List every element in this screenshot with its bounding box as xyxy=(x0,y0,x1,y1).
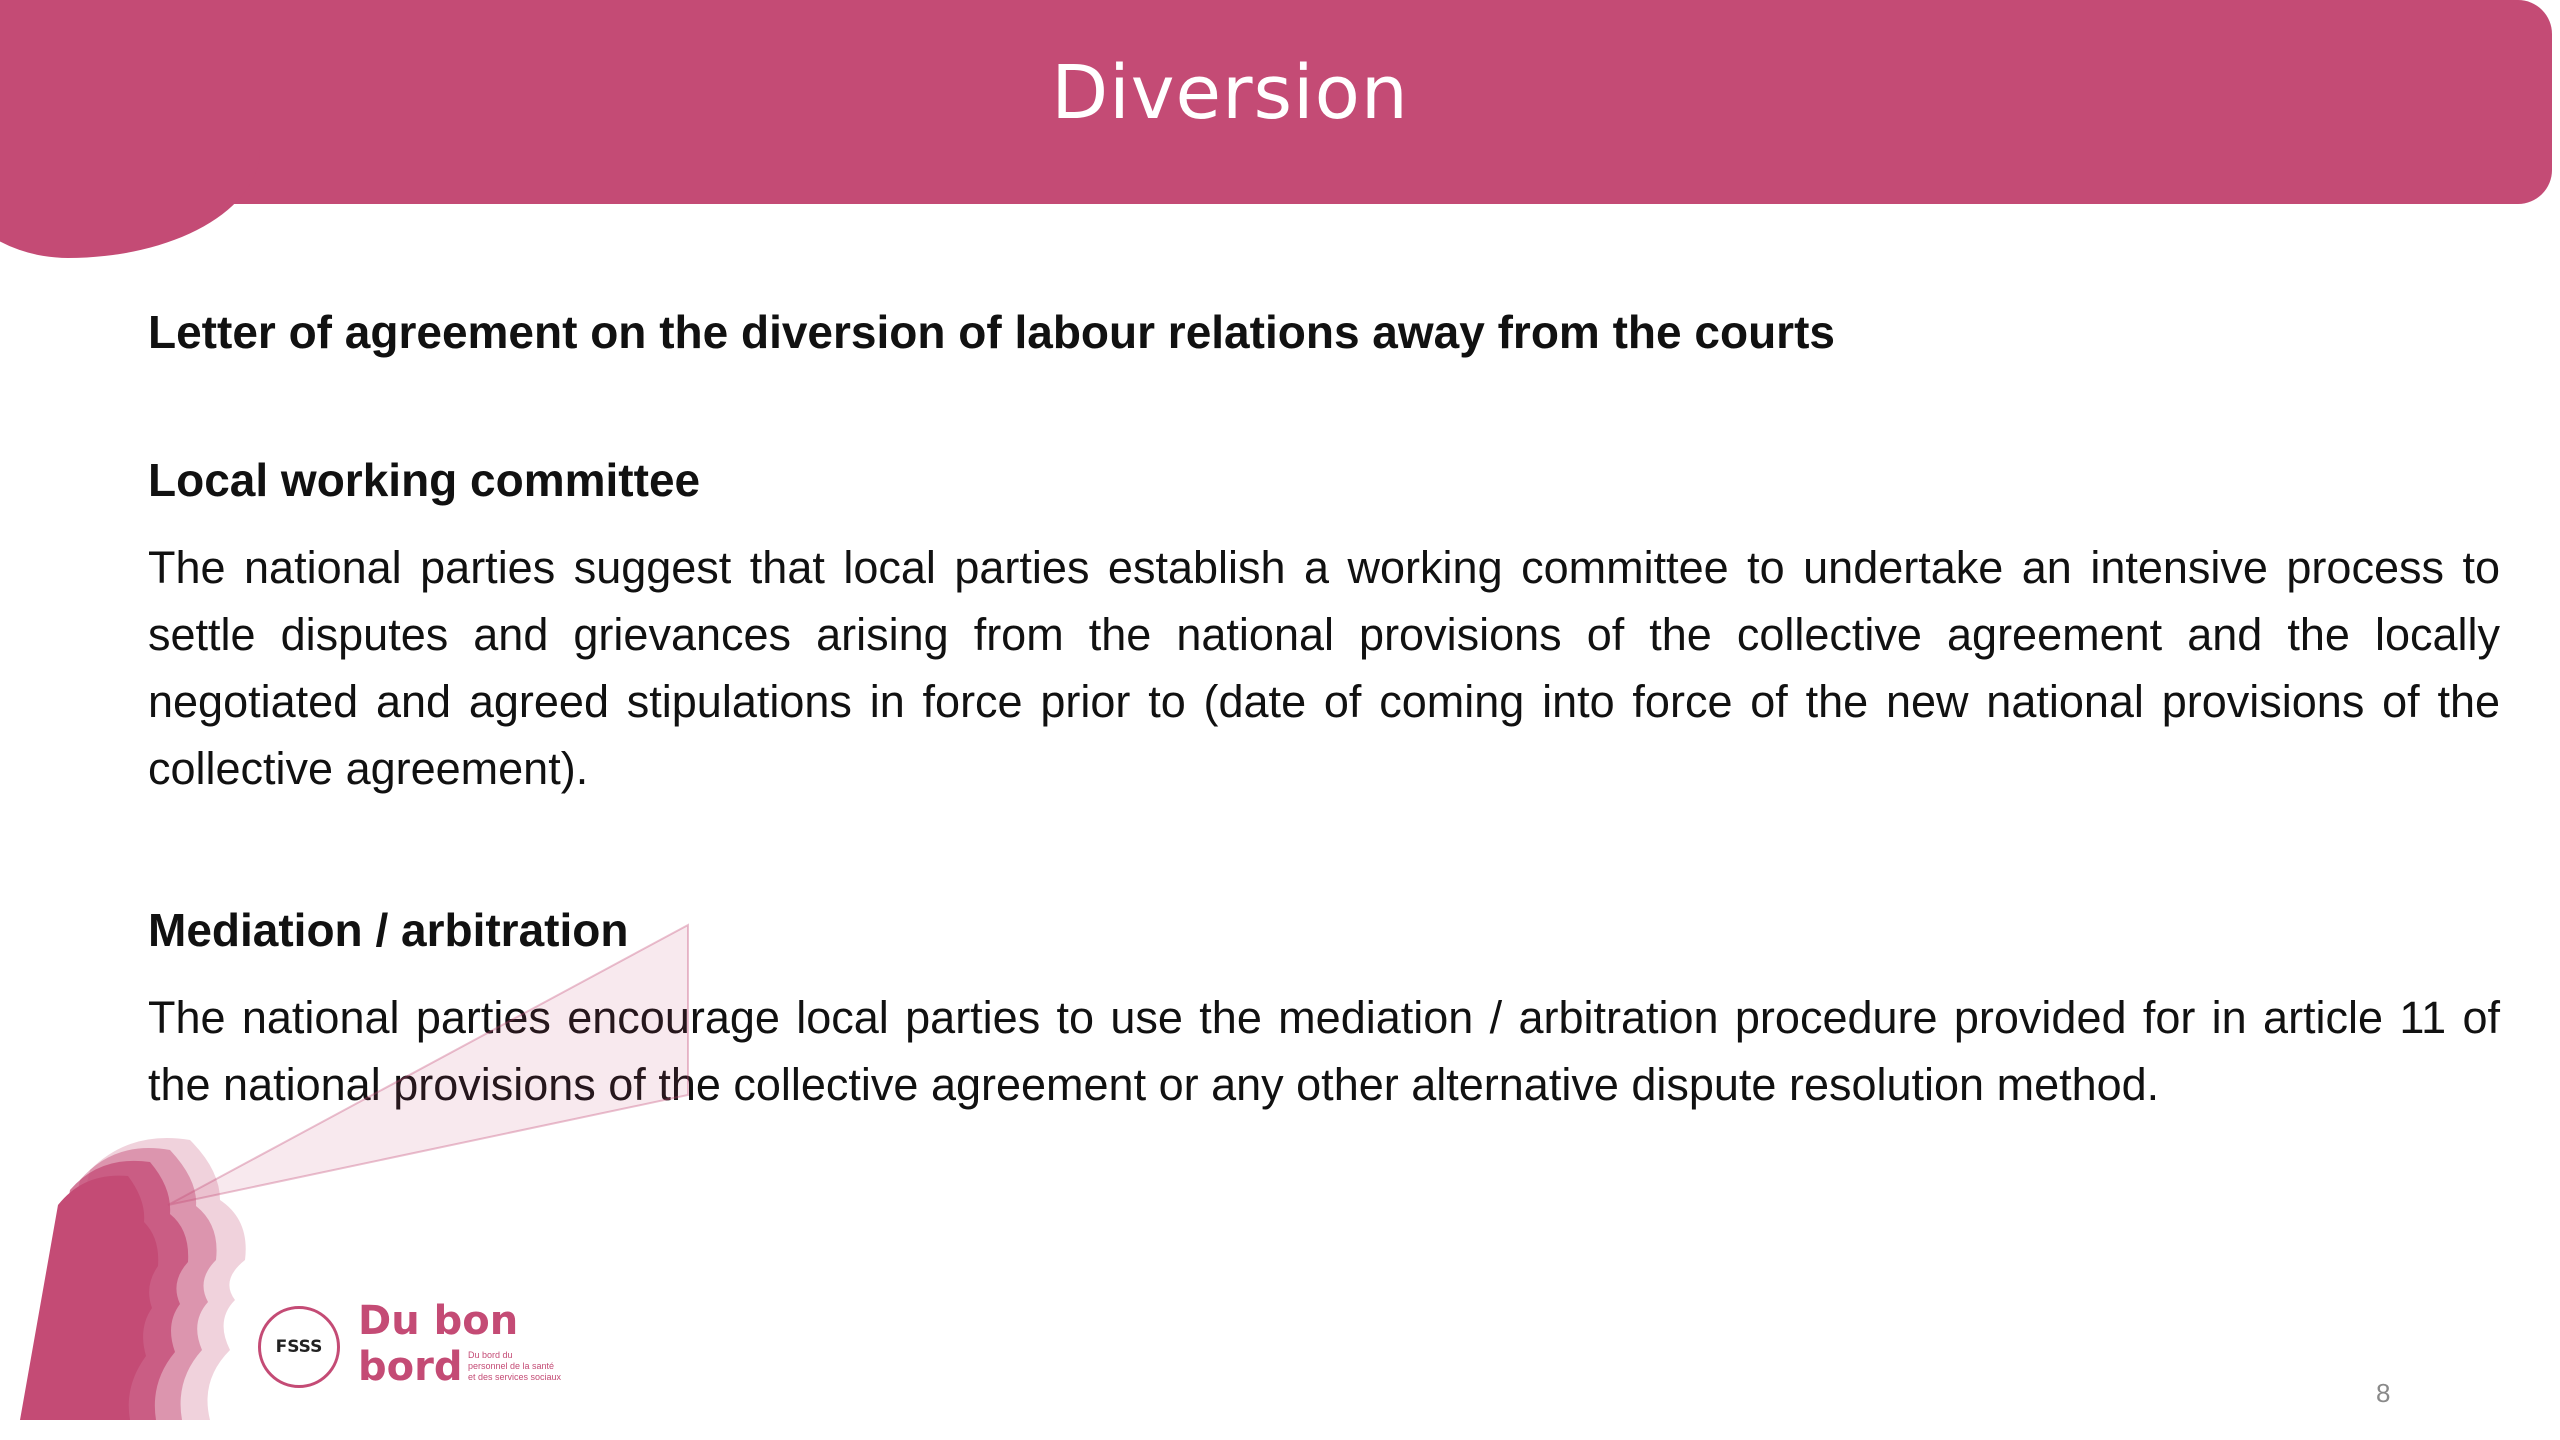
logo-tagline-line: Du bord du xyxy=(468,1350,513,1360)
logo-wordmark-line: bord xyxy=(358,1344,463,1390)
section-local-working-committee xyxy=(148,448,2500,802)
fsss-emblem: FSSS xyxy=(258,1306,340,1388)
section-heading: Local working committee xyxy=(148,454,701,506)
page-number: 8 xyxy=(2376,1378,2391,1408)
logo-tagline-line: personnel de la santé xyxy=(468,1361,555,1371)
section-heading: Mediation / arbitration xyxy=(148,904,629,956)
logo-tagline-line: et des services sociaux xyxy=(468,1372,562,1382)
du-bon-bord-logo xyxy=(258,1300,618,1410)
banner-swoop-cut xyxy=(190,204,390,284)
logo-tagline xyxy=(468,1350,618,1383)
main-heading: Letter of agreement on the diversion of labour relations away from the courts xyxy=(148,306,1835,358)
section-paragraph: The national parties encourage local parties to use the mediation / arbitration procedure provided for in article 11 of the national provisions of the collective agreement or any other alternative dispute resolution method. xyxy=(148,992,2500,1110)
logo-wordmark-line: Du bon xyxy=(358,1298,519,1344)
slide-title: Diversion xyxy=(1051,50,1409,136)
section-paragraph: The national parties suggest that local parties establish a working committee to undertake an intensive process to settle disputes and grievances arising from the national provisions of the collective agreement and the locally negotiated and agreed stipulations in force prior to (date of coming into force of the new national provisions of the collective agreement). xyxy=(148,542,2500,794)
